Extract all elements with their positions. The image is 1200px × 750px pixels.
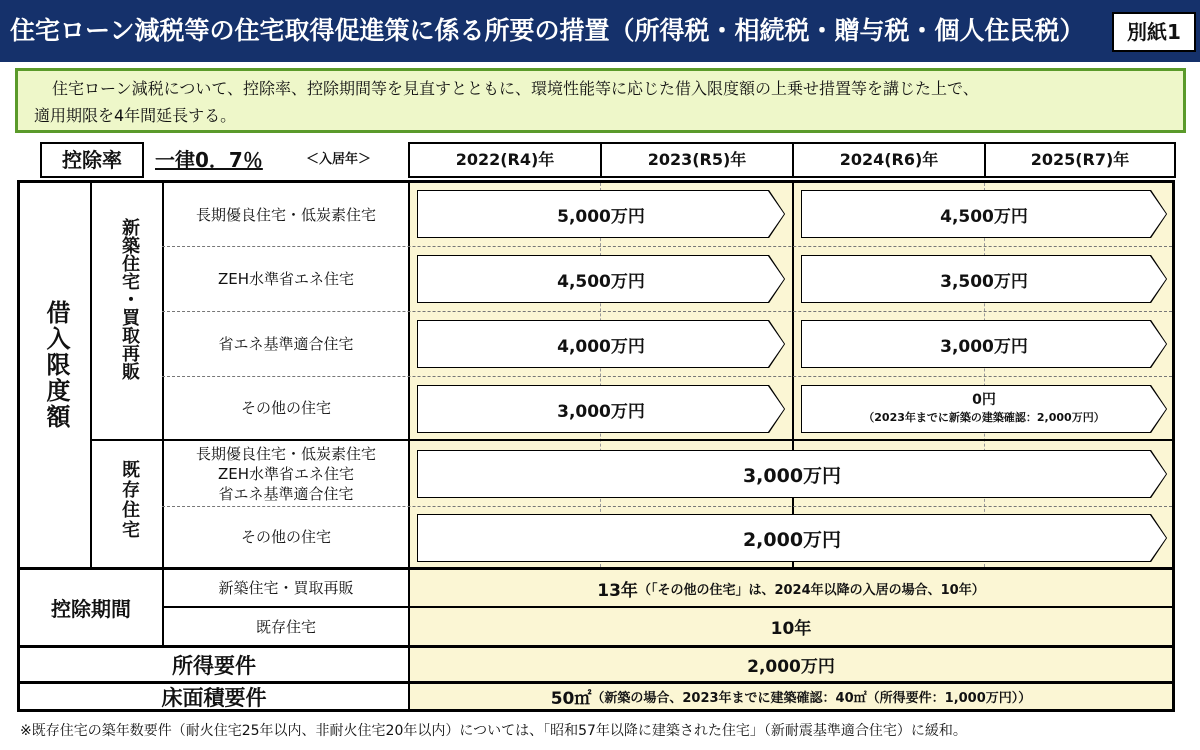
row-label-zeh: ZEH水準省エネ住宅 xyxy=(217,270,355,288)
new-housing-group-label: 新築住宅・買取再販 xyxy=(119,218,140,380)
year-header-2024: 2024(R6)年 xyxy=(792,142,986,178)
limit-value: 4,000万円 xyxy=(557,336,645,357)
existing-housing-group-label: 既存住宅 xyxy=(119,460,140,540)
row-label-energy-saving: 省エネ基準適合住宅 xyxy=(218,335,354,353)
limit-value: 3,000万円 xyxy=(742,464,842,487)
period-value-new xyxy=(410,570,1172,606)
deduction-rate-label: 控除率 xyxy=(40,142,144,178)
limit-value: 3,000万円 xyxy=(557,401,645,422)
limit-value: 2,000万円 xyxy=(742,528,842,551)
value-arrow xyxy=(801,385,1167,433)
value-arrow xyxy=(417,255,785,303)
limit-value: 5,000万円 xyxy=(557,206,645,227)
limit-value: 3,500万円 xyxy=(940,271,1028,292)
borrowing-limit-label: 借入限度額 xyxy=(42,300,70,430)
limit-value: 4,500万円 xyxy=(940,206,1028,227)
row-label-long-term: 長期優良住宅・低炭素住宅 xyxy=(195,205,376,224)
footnote: ※既存住宅の築年数要件（耐火住宅25年以内、非耐火住宅20年以内）については、「昭和57年以降に建築された住宅」（新耐震基準適合住宅）に緩和。 xyxy=(20,723,967,739)
value-arrow xyxy=(417,320,785,368)
summary-line-2: 適用期限を4年間延長する。 xyxy=(34,106,237,125)
floor-area-value: 50㎡ xyxy=(550,689,592,709)
row-label-existing-qualified xyxy=(164,441,408,506)
period-row-label-existing: 既存住宅 xyxy=(255,617,316,636)
deduction-rate-value: 一律0．7％ xyxy=(155,148,263,172)
move-in-year-label: ＜入居年＞ xyxy=(306,152,372,167)
row-label-existing-other: その他の住宅 xyxy=(240,528,331,546)
floor-area-requirement-label: 床面積要件 xyxy=(161,685,267,710)
limit-note: （2023年までに新築の建築確認：2,000万円） xyxy=(863,411,1105,424)
page-title: 住宅ローン減税等の住宅取得促進策に係る所要の措置（所得税・相続税・贈与税・個人住民税） xyxy=(10,16,1085,45)
year-divider xyxy=(984,183,985,567)
value-arrow xyxy=(801,190,1167,238)
limit-value: 4,500万円 xyxy=(557,271,645,292)
year-header-2025: 2025(R7)年 xyxy=(984,142,1176,178)
year-divider xyxy=(600,183,601,567)
limit-value: 0円 xyxy=(972,392,996,408)
value-arrow xyxy=(417,450,1167,498)
income-requirement-value: 2,000万円 xyxy=(747,657,835,677)
value-arrow xyxy=(417,514,1167,562)
existing-label-line: 長期優良住宅・低炭素住宅 xyxy=(195,444,376,463)
year-divider xyxy=(792,183,794,567)
period-note: （「その他の住宅」は、2024年以降の入居の場合、10年） xyxy=(637,582,985,598)
period-years: 13年 xyxy=(597,580,638,601)
year-header-2023: 2023(R5)年 xyxy=(600,142,794,178)
income-requirement-label: 所得要件 xyxy=(172,653,256,678)
period-value-existing: 10年 xyxy=(770,619,812,639)
value-arrow xyxy=(417,190,785,238)
attachment-badge: 別紙1 xyxy=(1112,12,1196,52)
value-arrow xyxy=(801,255,1167,303)
divider xyxy=(90,183,92,567)
summary-line-1: 住宅ローン減税について、控除率、控除期間等を見直すとともに、環境性能等に応じた借入限度額の上乗せ措置等を講じた上で、 xyxy=(52,79,979,98)
value-arrow xyxy=(417,385,785,433)
floor-area-note: （新築の場合、2023年までに建築確認：40㎡（所得要件：1,000万円）） xyxy=(591,691,1032,706)
row-label-other: その他の住宅 xyxy=(240,399,331,417)
value-arrow xyxy=(801,320,1167,368)
period-row-label-new: 新築住宅・買取再販 xyxy=(218,579,354,597)
summary-box xyxy=(15,68,1186,133)
year-header-2022: 2022(R4)年 xyxy=(408,142,602,178)
existing-label-line: 省エネ基準適合住宅 xyxy=(218,484,354,503)
existing-label-line: ZEH水準省エネ住宅 xyxy=(217,464,355,483)
limit-value: 3,000万円 xyxy=(940,336,1028,357)
deduction-period-label: 控除期間 xyxy=(51,597,131,621)
floor-area-requirement-value xyxy=(410,684,1172,709)
